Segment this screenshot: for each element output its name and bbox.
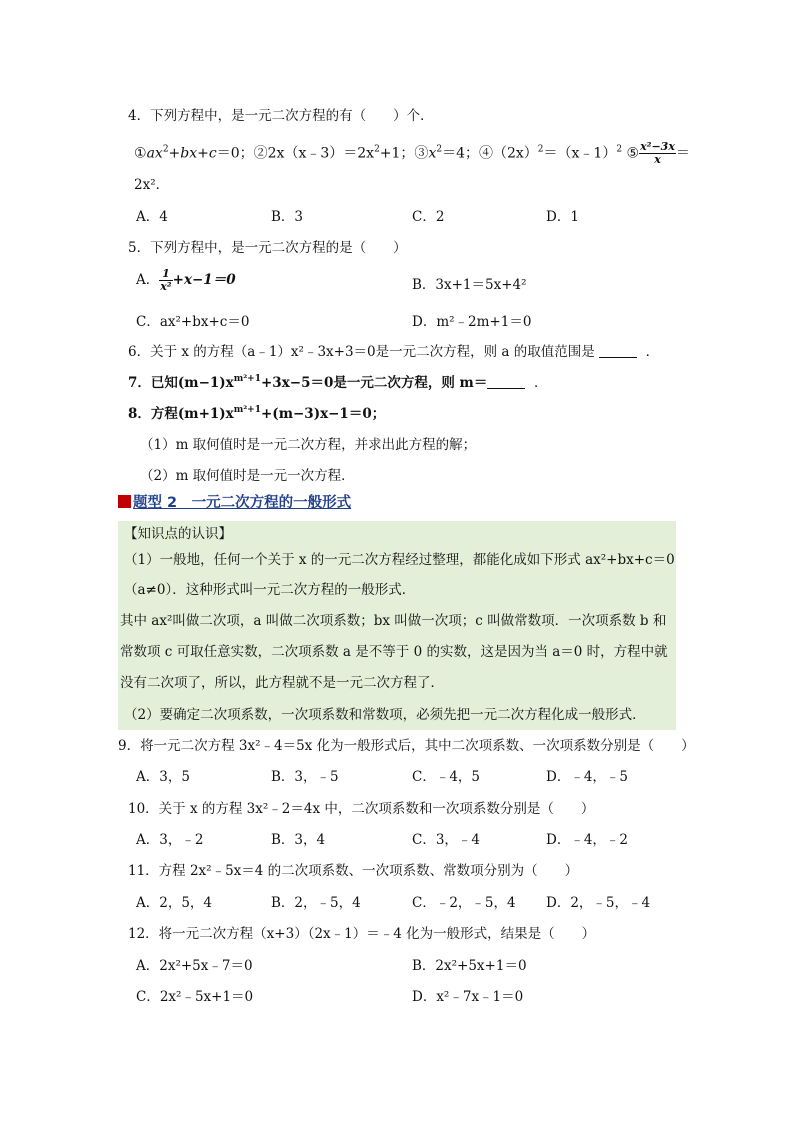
q5-option-b: B．3x+1＝5x+4² <box>412 277 527 293</box>
q12-option-d: D．x²﹣7x﹣1＝0 <box>412 989 524 1005</box>
q11-option-d: D．2，﹣5，﹣4 <box>546 895 651 911</box>
knowledge-title: 【知识点的认识】 <box>124 526 232 542</box>
q11-option-a: A．2，5，4 <box>136 895 213 911</box>
q5-option-c: C．ax²+bx+c＝0 <box>136 314 250 330</box>
q11-stem: 11．方程 2x²﹣5x＝4 的二次项系数、一次项系数、常数项分别为（ ） <box>128 863 579 879</box>
q5-option-d: D．m²﹣2m+1＝0 <box>412 314 532 330</box>
knowledge-p3: （2）要确定二次项系数，一次项系数和常数项，必须先把一元二次方程化成一般形式． <box>124 707 646 723</box>
q7-blank <box>487 376 525 389</box>
q9-option-a: A．3，5 <box>136 769 190 785</box>
q9-option-b: B．3，﹣5 <box>271 769 339 785</box>
knowledge-p1a: （1）一般地，任何一个关于 x 的一元二次方程经过整理，都能化成如下形式 ax²+bx+c＝0 <box>124 552 675 568</box>
q9-option-c: C．﹣4，5 <box>412 769 481 785</box>
q7-text: 7．已知$(m-1)x^{m^2+1}+3x-5=0$是一元二次方程，则 m＝ ． <box>128 374 548 391</box>
q4-option-a: A．4 <box>136 209 168 225</box>
q4-continuation: 2x²． <box>134 177 170 193</box>
q12-option-a: A．2x²+5x﹣7＝0 <box>136 958 253 974</box>
q4-stem: 4．下列方程中，是一元二次方程的有（ ）个． <box>128 108 434 124</box>
q4-items: $①ax^2+bx+c=0$；$②2x(x﹣3)=2x^2+1$；$③x^2=4$；$④(2x)^2=(x﹣1)^2$ ⑤ $\frac{\text{x²−3x}}{x}$ ＝ <box>134 140 690 166</box>
q9-option-d: D．﹣4，﹣5 <box>546 769 629 785</box>
q10-option-a: A．3，﹣2 <box>136 832 204 848</box>
q5-stem: 5．下列方程中，是一元二次方程的是（ ） <box>128 240 407 256</box>
q10-option-b: B．3，4 <box>271 832 326 848</box>
knowledge-p1b: （a≠0）．这种形式叫一元二次方程的一般形式． <box>124 582 416 598</box>
q4-option-d: D．1 <box>546 209 579 225</box>
q6-blank <box>599 345 637 358</box>
knowledge-p2c: 没有二次项了，所以，此方程就不是一元二次方程了． <box>120 675 444 691</box>
q11-option-c: C．﹣2，﹣5，4 <box>412 895 516 911</box>
q5-option-a: A． $\frac{1}{\text{x²}}$ +x−1＝0 <box>136 267 236 293</box>
q8-text: 8．方程$(m+1)x^{m^2+1}+(m-3)x-1=0$； <box>128 405 386 422</box>
q10-option-d: D．﹣4，﹣2 <box>546 832 629 848</box>
q12-stem: 12．将一元二次方程（x+3）（2x﹣1）＝﹣4 化为一般形式，结果是（ ） <box>128 926 596 942</box>
q4-option-b: B．3 <box>271 209 304 225</box>
section-marker <box>118 495 131 508</box>
knowledge-box <box>118 521 676 730</box>
q4-fraction: $\frac{\text{x²−3x}}{x}$ <box>640 140 675 166</box>
q8-sub2: （2）m 取何值时是一元一次方程． <box>140 468 355 484</box>
q4-option-c: C．2 <box>412 209 445 225</box>
q8-sub1: （1）m 取何值时是一元二次方程，并求出此方程的解； <box>140 437 477 453</box>
knowledge-p2b: 常数项 c 可取任意实数，二次项系数 a 是不等于 0 的实数，这是因为当 a＝0 时，方程中就 <box>120 644 668 660</box>
section-heading: 题型 2 一元二次方程的一般形式 <box>118 491 351 512</box>
q12-option-c: C．2x²﹣5x+1＝0 <box>136 989 254 1005</box>
q12-option-b: B．2x²+5x+1＝0 <box>412 958 527 974</box>
q6-text: 6．关于 x 的方程（a﹣1）x²﹣3x+3＝0是一元二次方程，则 a 的取值范围是 ． <box>128 344 660 360</box>
q10-option-c: C．3，﹣4 <box>412 832 481 848</box>
knowledge-p2a: 其中 ax²叫做二次项，a 叫做二次项系数；bx 叫做一次项；c 叫做常数项．一次项系数 b 和 <box>120 613 667 629</box>
q11-option-b: B．2，﹣5，4 <box>271 895 361 911</box>
q9-stem: 9．将一元二次方程 3x²﹣4＝5x 化为一般形式后，其中二次项系数、一次项系数分别是（ ） <box>118 738 695 754</box>
q10-stem: 10．关于 x 的方程 3x²﹣2＝4x 中，二次项系数和一次项系数分别是（ ） <box>128 801 595 817</box>
